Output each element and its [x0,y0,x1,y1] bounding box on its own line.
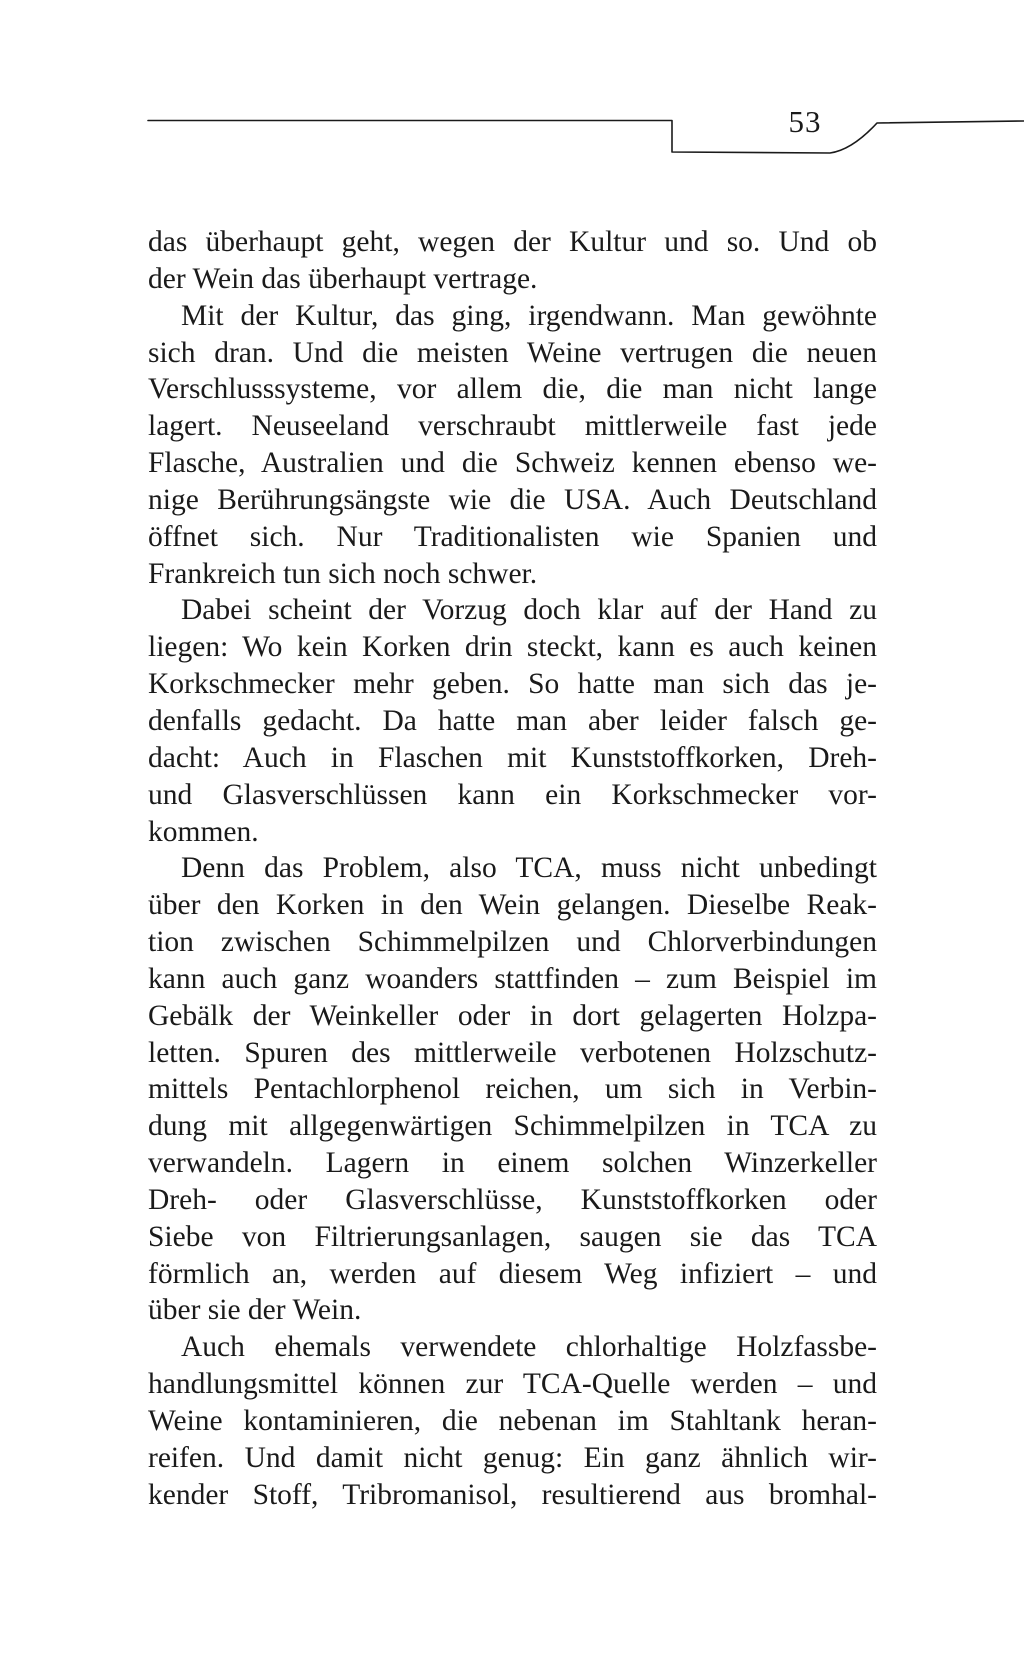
text-line: tion zwischen Schimmelpilzen und Chlorverbindungen [148,926,877,959]
paragraph [148,298,877,593]
text-line: Gebälk der Weinkeller oder in dort gelagerten Holzpa- [148,999,877,1032]
text-line: dung mit allgegenwärtigen Schimmelpilzen in TCA zu [148,1110,877,1143]
text-line: liegen: Wo kein Korken drin steckt, kann es auch keinen [148,631,877,664]
text-line: sich dran. Und die meisten Weine vertrugen die neuen [148,336,877,369]
text-line: Korkschmecker mehr geben. So hatte man sich das je- [148,668,877,701]
header-rule-ornament [0,0,1024,170]
text-line: Frankreich tun sich noch schwer. [148,557,538,590]
text-line: kann auch ganz woanders stattfinden – zum Beispiel im [148,962,877,995]
text-line: handlungsmittel können zur TCA-Quelle werden – und [148,1368,877,1401]
paragraph [148,224,877,298]
text-line: lagert. Neuseeland verschraubt mittlerweile fast jede [148,410,877,443]
text-line: förmlich an, werden auf diesem Weg infiziert – und [148,1257,877,1290]
text-line: Mit der Kultur, das ging, irgendwann. Man gewöhnte [181,299,877,332]
paragraph [148,850,877,1329]
text-line: Weine kontaminieren, die nebenan im Stahltank heran- [148,1405,877,1437]
page-number: 53 [788,104,822,139]
paragraph [148,592,877,850]
text-line: Siebe von Filtrierungsanlagen, saugen sie das TCA [148,1220,877,1253]
text-line: der Wein das überhaupt vertrage. [148,262,538,295]
text-line: dacht: Auch in Flaschen mit Kunststoffkorken, Dreh- [148,741,877,774]
page-header [0,0,1024,170]
text-line: letten. Spuren des mittlerweile verbotenen Holzschutz- [148,1036,877,1069]
text-line: denfalls gedacht. Da hatte man aber leider falsch ge- [148,704,877,737]
text-line: reifen. Und damit nicht genug: Ein ganz ähnlich wir- [148,1441,877,1474]
text-line: Verschlusssysteme, vor allem die, die man nicht lange [148,373,877,406]
text-line: über den Korken in den Wein gelangen. Dieselbe Reak- [148,889,877,922]
text-line: Flasche, Australien und die Schweiz kennen ebenso we- [148,447,877,480]
text-line: über sie der Wein. [148,1294,362,1327]
text-line: Auch ehemals verwendete chlorhaltige Holzfassbe- [181,1331,877,1364]
text-line: nige Berührungsängste wie die USA. Auch Deutschland [148,483,877,516]
text-line: Dabei scheint der Vorzug doch klar auf der Hand zu [181,594,877,627]
text-line: und Glasverschlüssen kann ein Korkschmecker vor- [148,778,877,811]
text-line: Dreh- oder Glasverschlüsse, Kunststoffkorken oder [148,1183,877,1216]
text-line: kender Stoff, Tribromanisol, resultierend aus bromhal- [148,1478,877,1511]
text-line: mittels Pentachlorphenol reichen, um sich in Verbin- [148,1073,877,1106]
paragraph [148,1329,877,1513]
body-text [148,224,877,1514]
text-line: kommen. [148,815,259,848]
text-line: das überhaupt geht, wegen der Kultur und so. Und ob [148,226,877,258]
text-line: Denn das Problem, also TCA, muss nicht unbedingt [181,852,877,885]
text-line: öffnet sich. Nur Traditionalisten wie Spanien und [148,520,877,553]
text-line: verwandeln. Lagern in einem solchen Winzerkeller [148,1147,877,1180]
